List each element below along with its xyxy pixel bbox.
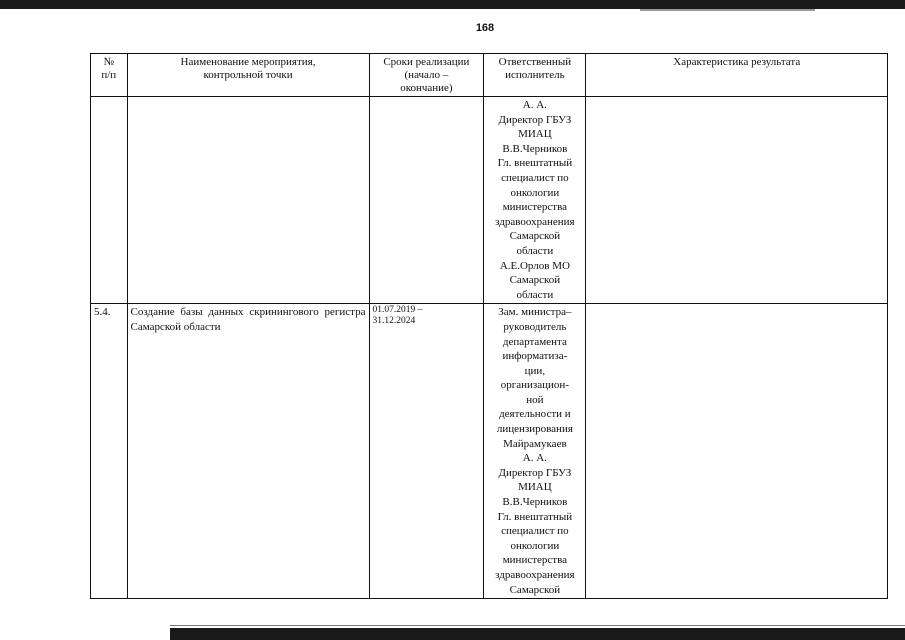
responsible-line: Майрамукаев <box>503 437 567 450</box>
cell-result <box>586 304 888 599</box>
cell-result <box>586 97 888 304</box>
responsible-line: В.В.Черников <box>502 142 568 155</box>
cell-dates: 01.07.2019 – 31.12.2024 <box>369 304 484 599</box>
scan-edge-top-thin <box>640 9 815 11</box>
table-header-row <box>91 54 888 97</box>
header-dates-text: Сроки реализации (начало – окончание) <box>383 56 470 94</box>
header-dates <box>369 54 484 97</box>
header-responsible-text: Ответственный исполнитель <box>498 56 572 81</box>
responsible-line: Зам. министра– <box>498 306 572 319</box>
responsible-line: министерства <box>502 554 568 567</box>
scan-edge-bottom <box>170 628 905 640</box>
header-responsible <box>484 54 586 97</box>
responsible-line: области <box>516 244 554 257</box>
cell-name: Создание базы данных скринингового регистра Самарской области <box>127 304 369 599</box>
responsible-line: А. А. <box>522 452 547 465</box>
responsible-line: ции, <box>524 364 546 377</box>
responsible-line: Гл. внештатный <box>497 157 573 170</box>
responsible-line: специалист по <box>501 525 569 538</box>
header-result-text: Характеристика результата <box>673 56 801 68</box>
table-row <box>91 304 888 599</box>
responsible-line: МИАЦ <box>518 128 552 141</box>
responsible-line: департамента <box>502 335 567 348</box>
responsible-line: ной <box>526 393 544 406</box>
responsible-line: МИАЦ <box>518 481 552 494</box>
responsible-line: А.Е.Орлов МО <box>499 259 570 272</box>
plan-table <box>90 53 888 599</box>
responsible-line: Самарской <box>509 274 561 287</box>
cell-name <box>127 97 369 304</box>
responsible-line: онкологии <box>510 539 560 552</box>
cell-number: 5.4. <box>91 304 128 599</box>
scan-edge-top <box>0 0 905 9</box>
responsible-line: деятельности и <box>499 408 571 421</box>
responsible-line: организацион- <box>500 379 569 392</box>
responsible-line: лицензирования <box>496 423 573 436</box>
responsible-line: здравоохранения <box>495 215 575 228</box>
responsible-line: информатиза- <box>502 350 568 363</box>
responsible-line: руководитель <box>503 320 567 333</box>
responsible-line: Директор ГБУЗ <box>498 466 572 479</box>
header-result <box>586 54 888 97</box>
header-number-text: № п/п <box>101 56 117 81</box>
responsible-line: области <box>516 288 554 301</box>
header-name-text: Наименование мероприятия, контрольной точки <box>180 56 316 81</box>
scan-edge-bottom-thin <box>170 625 905 626</box>
header-number <box>91 54 128 97</box>
responsible-line: министерства <box>502 201 568 214</box>
responsible-line: здравоохранения <box>495 569 575 581</box>
cell-responsible <box>484 304 586 599</box>
cell-responsible <box>484 97 586 304</box>
responsible-line: специалист по <box>501 171 569 184</box>
responsible-line: онкологии <box>510 186 560 199</box>
responsible-line: Гл. внештатный <box>497 510 573 523</box>
responsible-line: В.В.Черников <box>502 496 568 509</box>
page-number: 168 <box>475 22 495 34</box>
responsible-line: Директор ГБУЗ <box>498 113 572 126</box>
table-row <box>91 97 888 304</box>
responsible-line: Самарской <box>509 583 561 596</box>
cell-dates <box>369 97 484 304</box>
responsible-line: Самарской <box>509 230 561 243</box>
header-name <box>127 54 369 97</box>
responsible-line: А. А. <box>522 99 547 111</box>
cell-number <box>91 97 128 304</box>
